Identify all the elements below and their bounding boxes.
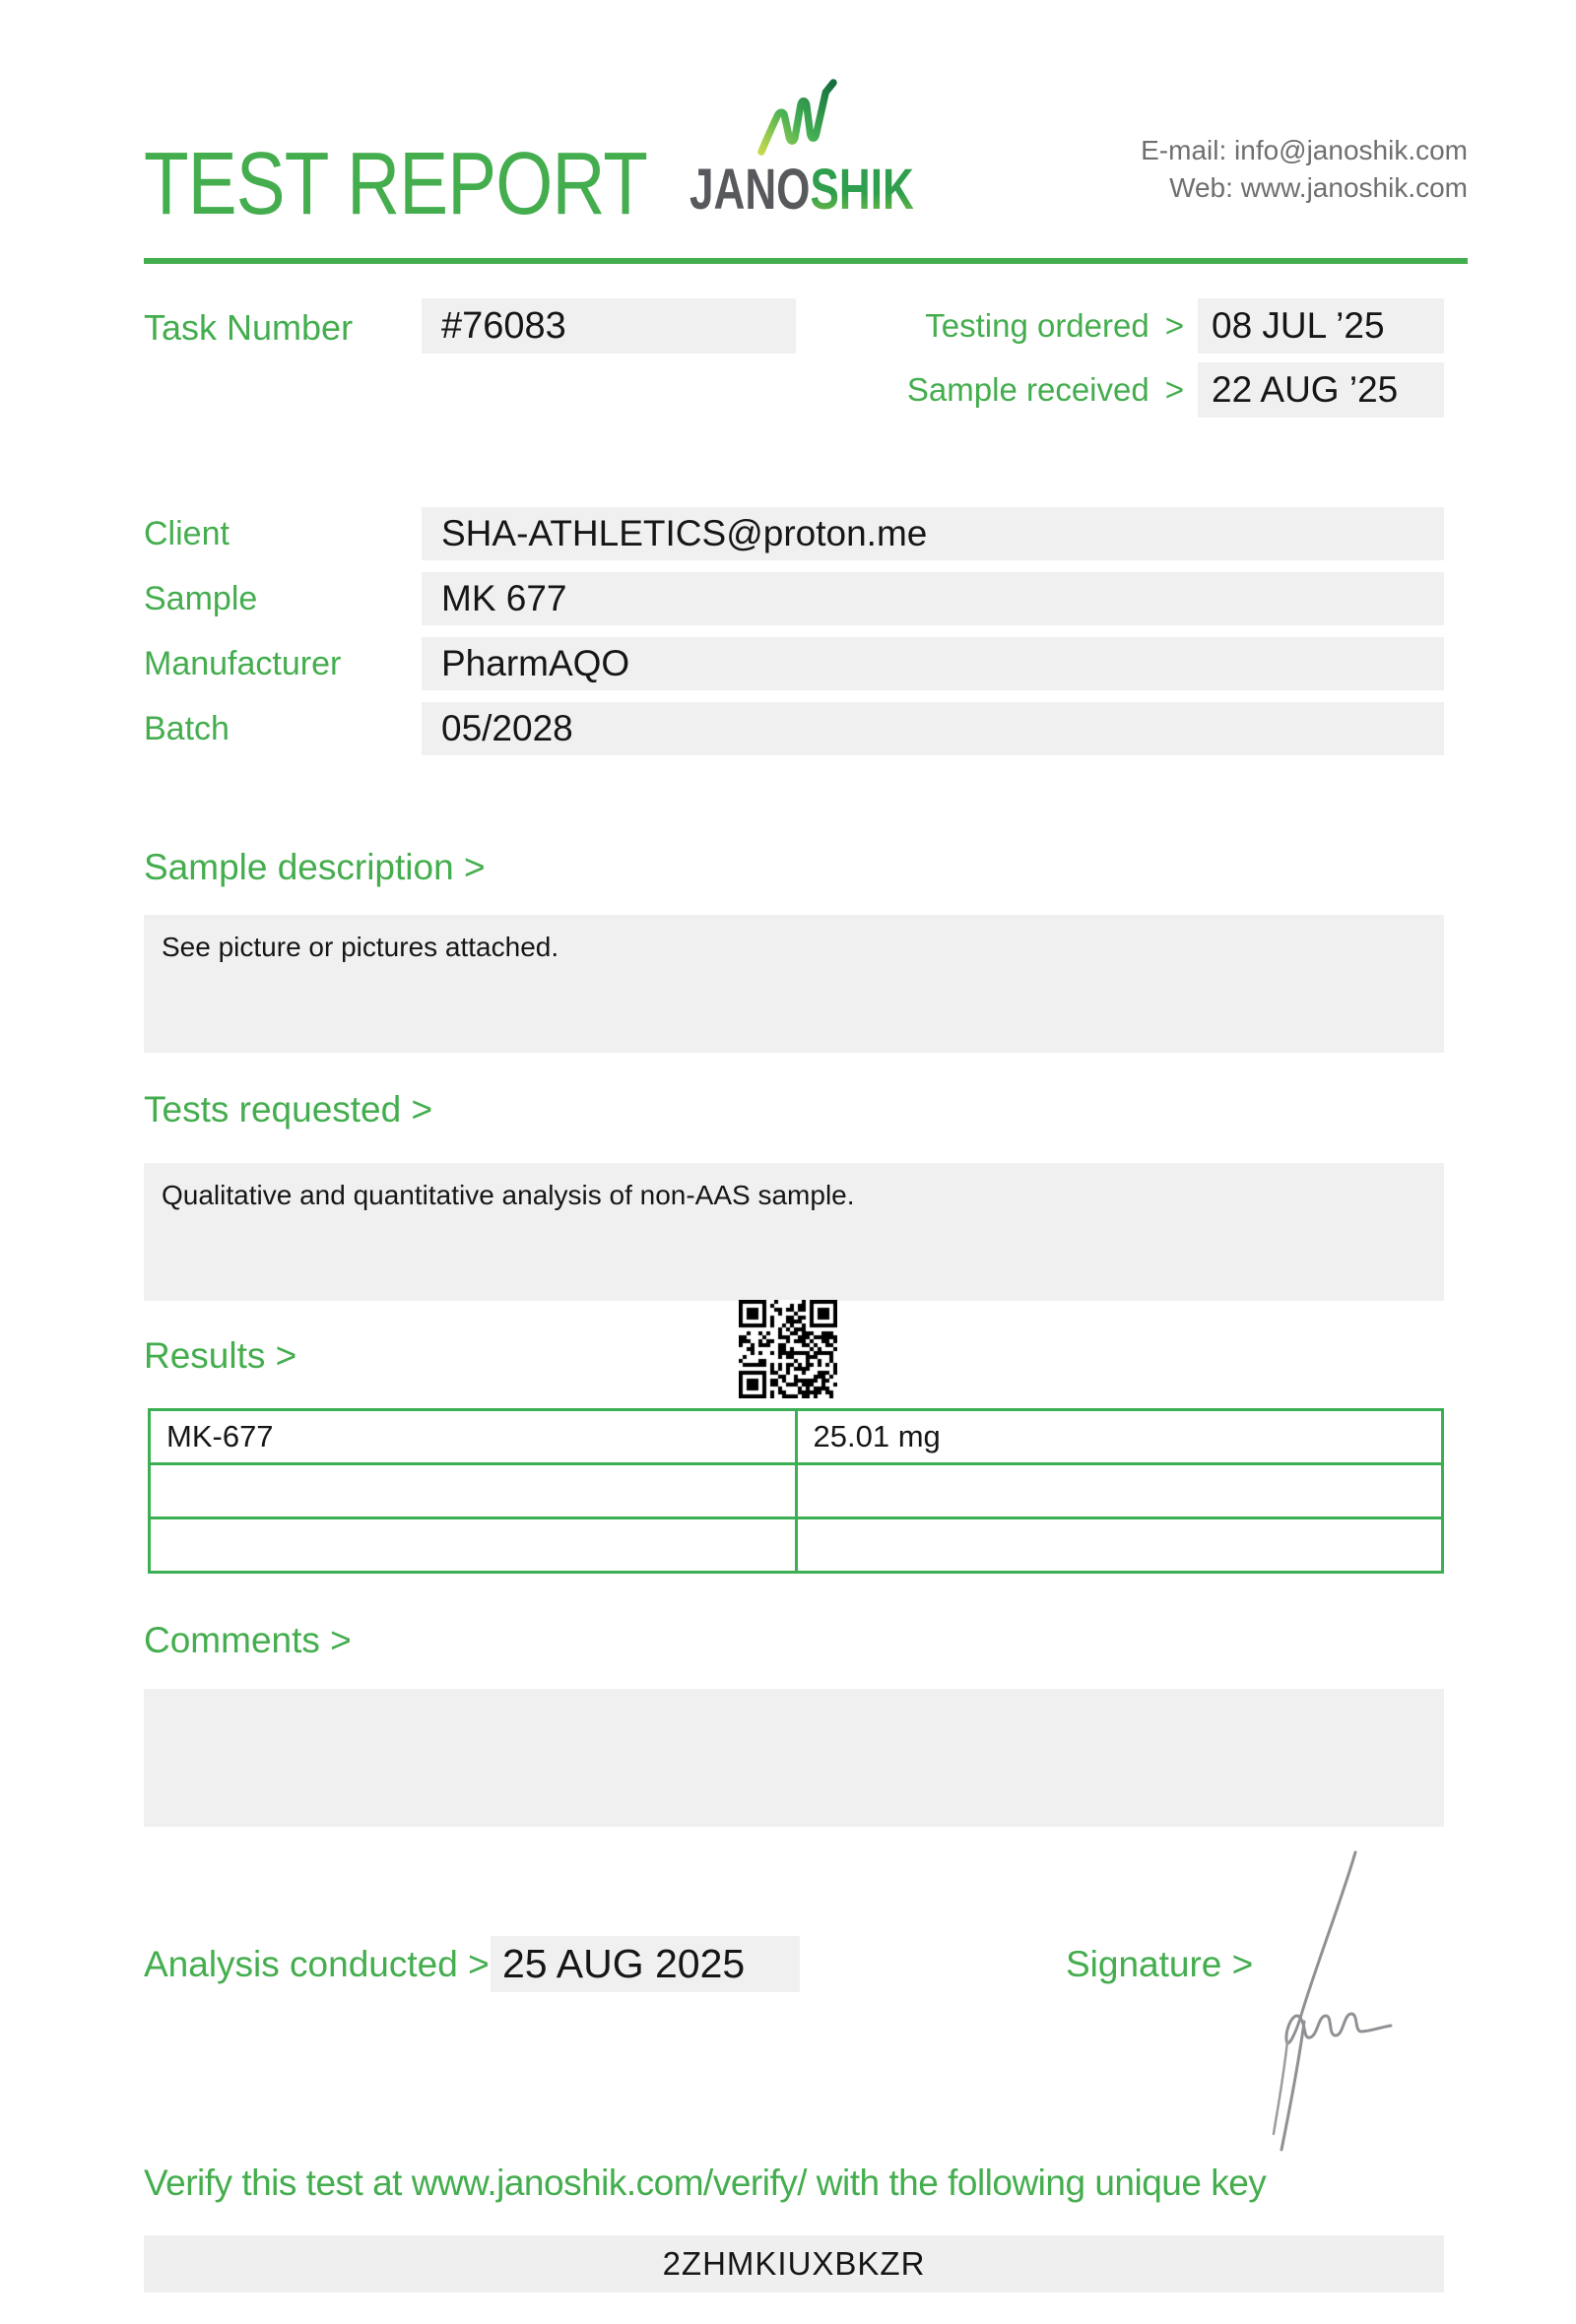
info-row-manufacturer	[144, 637, 1444, 690]
sample-value: MK 677	[422, 572, 1444, 625]
arrow-icon: >	[1164, 371, 1184, 408]
tests-requested-heading: Tests requested >	[144, 1089, 433, 1130]
testing-ordered-value: 08 JUL ’25	[1198, 298, 1444, 354]
batch-label: Batch	[144, 709, 230, 747]
contact-info	[1141, 132, 1468, 207]
info-row-client	[144, 507, 1444, 560]
sample-received-label: Sample received	[906, 371, 1149, 408]
table-row	[150, 1410, 1443, 1464]
sample-received-row	[886, 362, 1444, 418]
sample-info-list	[144, 507, 1444, 767]
sample-received-value: 22 AUG ’25	[1198, 362, 1444, 418]
table-row	[150, 1518, 1443, 1573]
signature-label: Signature >	[1066, 1944, 1254, 1984]
manufacturer-value: PharmAQO	[422, 637, 1444, 690]
analysis-date-value: 25 AUG 2025	[491, 1936, 800, 1992]
table-row	[150, 1464, 1443, 1518]
chart-trend-icon	[751, 79, 884, 158]
results-table	[148, 1408, 1444, 1574]
client-label: Client	[144, 514, 230, 552]
sample-description-content: See picture or pictures attached.	[144, 915, 1444, 1053]
verify-instruction: Verify this test at www.janoshik.com/verify/ with the following unique key	[144, 2163, 1267, 2203]
page-title: TEST REPORT	[144, 135, 648, 233]
result-analyte-cell	[150, 1518, 797, 1573]
analysis-conducted-label: Analysis conducted >	[144, 1944, 490, 1984]
handwritten-signature	[1261, 1846, 1399, 2162]
unique-key-value: 2ZHMKIUXBKZR	[144, 2235, 1444, 2292]
comments-content	[144, 1689, 1444, 1827]
info-row-batch	[144, 702, 1444, 755]
result-analyte-cell	[150, 1464, 797, 1518]
logo-wordmark	[690, 158, 914, 222]
result-amount-cell	[796, 1464, 1443, 1518]
contact-web: Web: www.janoshik.com	[1169, 172, 1468, 203]
comments-heading: Comments >	[144, 1620, 352, 1660]
arrow-icon: >	[1164, 307, 1184, 344]
result-amount-cell: 25.01 mg	[796, 1410, 1443, 1464]
header-divider	[144, 258, 1468, 264]
testing-ordered-label: Testing ordered	[925, 307, 1149, 344]
contact-email: E-mail: info@janoshik.com	[1141, 135, 1468, 165]
task-number-label: Task Number	[144, 307, 354, 348]
sample-description-heading: Sample description >	[144, 847, 486, 887]
result-amount-cell	[796, 1518, 1443, 1573]
testing-ordered-row	[886, 298, 1444, 354]
result-analyte-cell: MK-677	[150, 1410, 797, 1464]
batch-value: 05/2028	[422, 702, 1444, 755]
client-value: SHA-ATHLETICS@proton.me	[422, 507, 1444, 560]
results-heading: Results >	[144, 1335, 297, 1376]
manufacturer-label: Manufacturer	[144, 644, 342, 682]
tests-requested-content: Qualitative and quantitative analysis of non-AAS sample.	[144, 1163, 1444, 1301]
sample-label: Sample	[144, 579, 258, 617]
logo-text-shik: SHIK	[810, 158, 914, 222]
qr-code	[739, 1300, 837, 1398]
info-row-sample	[144, 572, 1444, 625]
task-number-value: #76083	[422, 298, 796, 354]
logo-text-jano: JANO	[690, 158, 811, 222]
